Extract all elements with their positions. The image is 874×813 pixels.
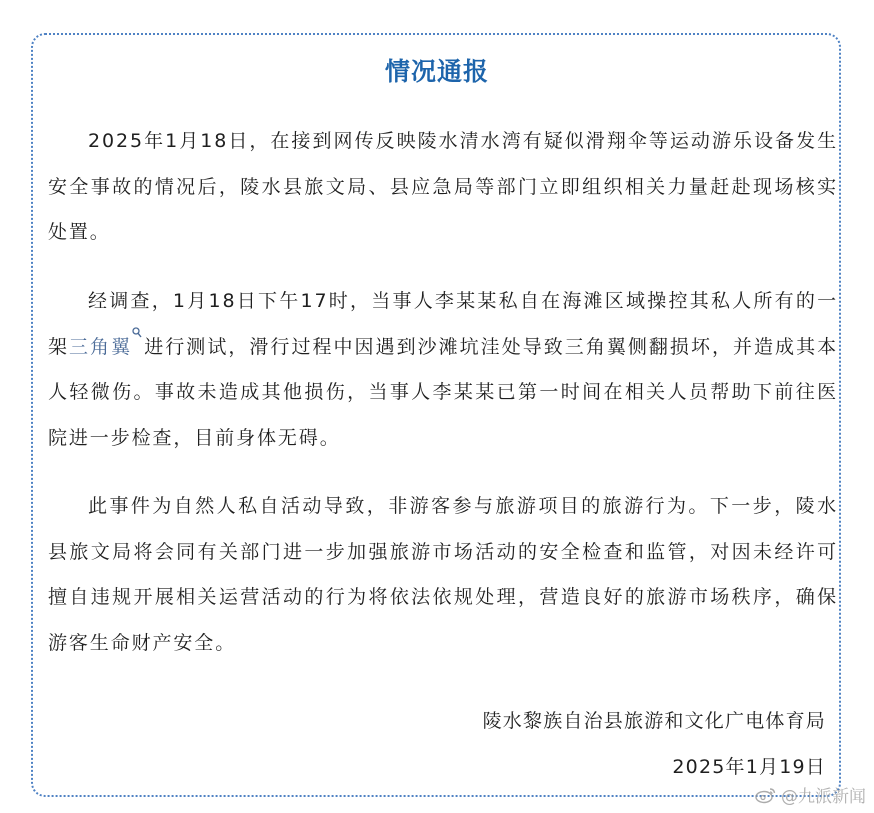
watermark [755,782,866,807]
search-icon[interactable] [132,325,142,339]
paragraph-3: 此事件为自然人私自活动导致，非游客参与旅游项目的旅游行为。下一步，陵水县旅文局将会同有关部门进一步加强旅游市场活动的安全检查和监管，对因未经许可擅自违规开展相关运营活动的行为将依法依规处理，营造良好的旅游市场秩序，确保游客生命财产安全。 [48,495,838,654]
weibo-icon [755,786,777,804]
signature-date: 2025年1月19日 [672,756,826,778]
paragraph-2-text-after: 进行测试，滑行过程中因遇到沙滩坑洼处导致三角翼侧翻损坏，并造成其本人轻微伤。事故未造成其他损伤，当事人李某某已第一时间在相关人员帮助下前往医院进一步检查，目前身体无碍。 [48,335,839,449]
keyword-link[interactable]: 三角翼 [69,335,133,358]
page-title: 情况通报 [384,57,489,86]
paragraph-1: 2025年1月18日，在接到网传反映陵水清水湾有疑似滑翔伞等运动游乐设备发生安全事故的情况后，陵水县旅文局、县应急局等部门立即组织相关力量赶赴现场核实处置。 [48,130,838,243]
signature-organization: 陵水黎族自治县旅游和文化广电体育局 [482,710,826,732]
watermark-text: @九派新闻 [781,787,866,807]
paragraph-2 [48,279,838,461]
paragraph-2-text-before: 经调查，1月18日下午17时，当事人李某某私自在海滩区域操控其私人所有的一架 [48,290,838,358]
